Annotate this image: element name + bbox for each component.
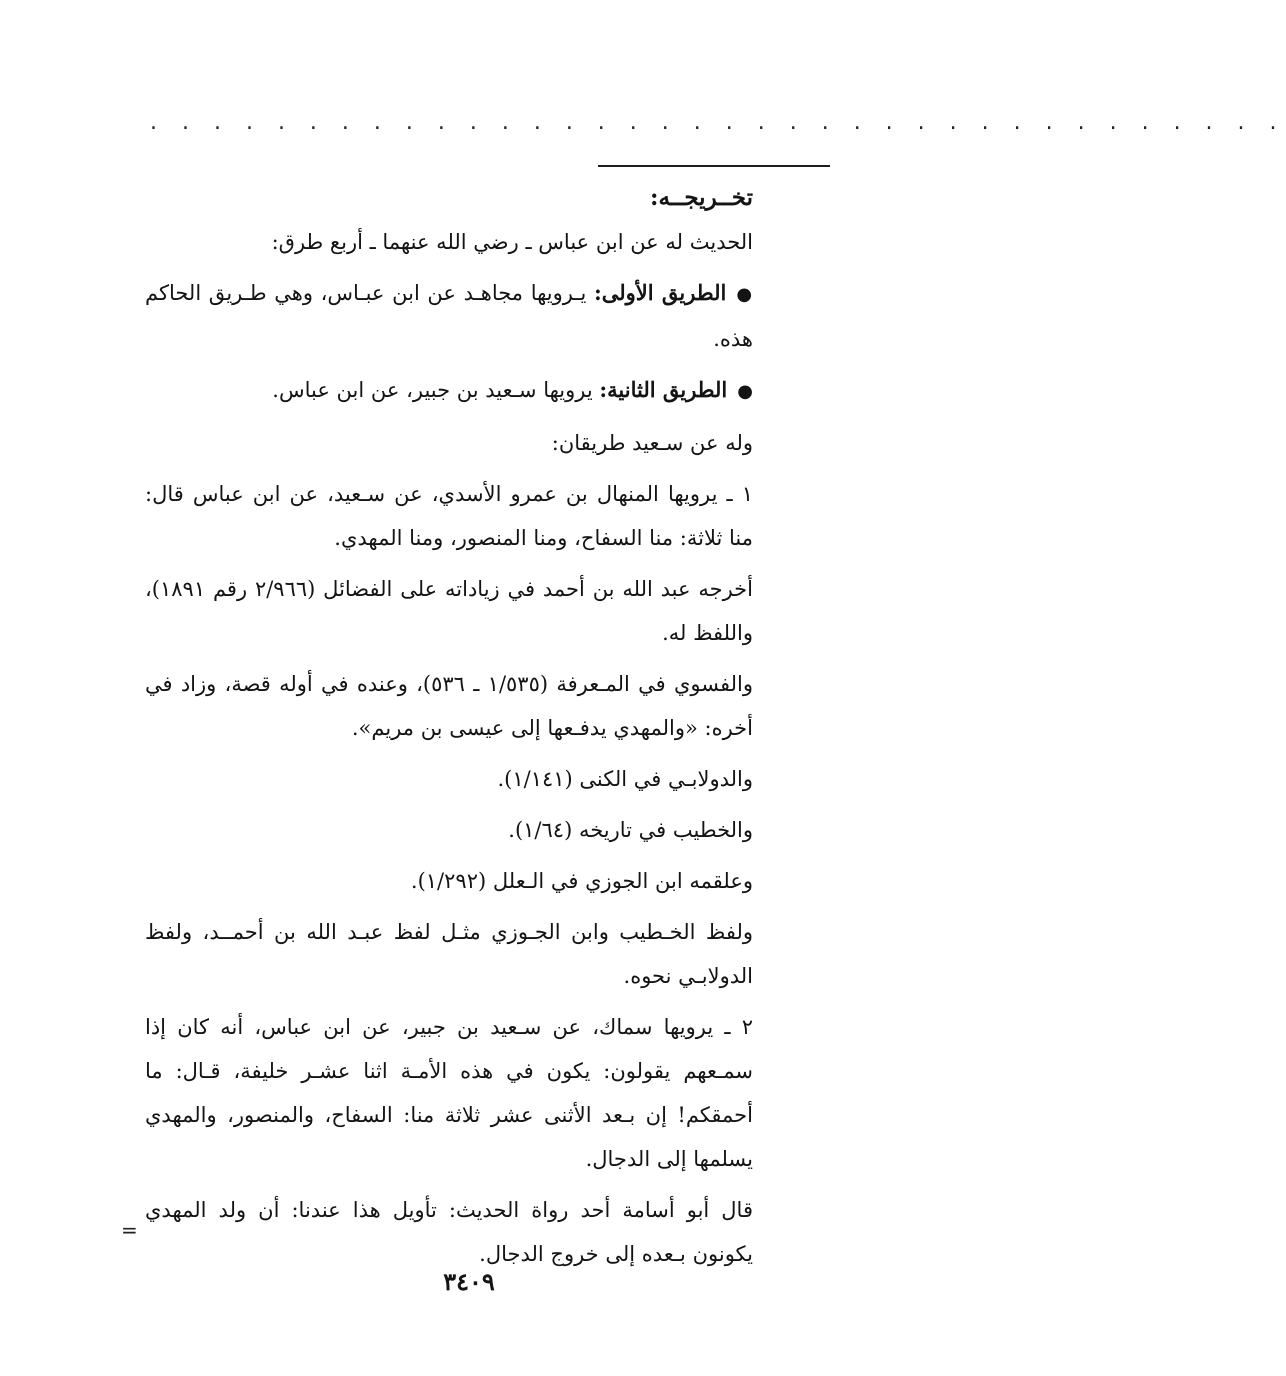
section-heading: تخــريجــه: bbox=[650, 184, 753, 211]
continuation-mark: = bbox=[121, 1218, 138, 1242]
fasawi-paragraph: والفسوي في المـعرفة (١/٥٣٥ ـ ٥٣٦)، وعنده في أوله قصة، وزاد في أخره: «والمهدي يدفـعها إلى عيسى بن مريم». bbox=[145, 672, 753, 740]
lafz-paragraph: ولفظ الخـطيب وابن الجـوزي مثـل لفظ عبـد الله بن أحمــد، ولفظ الدولابـي نحوه. bbox=[145, 920, 753, 988]
page-number: ٣٤٠٩ bbox=[443, 1267, 495, 1296]
dulabi-paragraph: والدولابـي في الكنى (١/١٤١). bbox=[497, 767, 753, 791]
abu-usama-paragraph: قال أبو أسامة أحد رواة الحديث: تأويل هذا عندنا: أن ولد المهدي يكونون بـعده إلى خروج الدجال. bbox=[145, 1198, 753, 1266]
page-body bbox=[145, 176, 753, 1283]
route-2-text: يرويها سـعيد بن جبير، عن ابن عباس. bbox=[272, 378, 593, 402]
ahmad-paragraph: أخرجه عبد الله بن أحمد في زياداته على الفضائل (٢/٩٦٦ رقم ١٨٩١)، واللفظ له. bbox=[145, 577, 753, 645]
route-1-label: الطريق الأولى: bbox=[594, 280, 727, 305]
item-1-paragraph: ١ ـ يرويها المنهال بن عمرو الأسدي، عن سـعيد، عن ابن عباس قال: منا ثلاثة: منا السفاح، ومنا المنصور، ومنا المهدي. bbox=[145, 482, 753, 550]
route-2-paragraph bbox=[145, 368, 753, 414]
bullet-dot-icon: ● bbox=[737, 381, 753, 402]
heading-rule bbox=[598, 165, 830, 167]
saeed-routes-paragraph: وله عن سـعيد طريقان: bbox=[551, 431, 753, 455]
khatib-paragraph: والخطيب في تاريخه (١/٦٤). bbox=[508, 818, 753, 842]
jawzi-paragraph: وعلقمه ابن الجوزي في الـعلل (١/٢٩٢). bbox=[410, 869, 753, 893]
route-2-label: الطريق الثانية: bbox=[599, 377, 728, 402]
intro-paragraph: الحديث له عن ابن عباس ـ رضي الله عنهما ـ أربع طرق: bbox=[271, 230, 753, 254]
item-2-paragraph: ٢ ـ يرويها سماك، عن سـعيد بن جبير، عن ابن عباس، أنه كان إذا سمـعهم يقولون: يكون في هذه الأمـة اثنا عشـر خليفة، قـال: ما أحمقكم! إن بـعد الأثنى عشر ثلاثة منا: السفاح، والمنصور، والمهدي يسلمها إلى الدجال. bbox=[145, 1015, 753, 1171]
route-1-text: يـرويها مجاهـد عن ابن عبـاس، وهي طـريق الحاكم هذه. bbox=[145, 281, 753, 351]
route-1-paragraph bbox=[145, 271, 753, 361]
bullet-dot-icon: ● bbox=[736, 284, 753, 305]
top-dotted-separator: . . . . . . . . . . . . . . . . . . . . . . . . . . . . . . . . . . . . bbox=[150, 110, 1286, 135]
